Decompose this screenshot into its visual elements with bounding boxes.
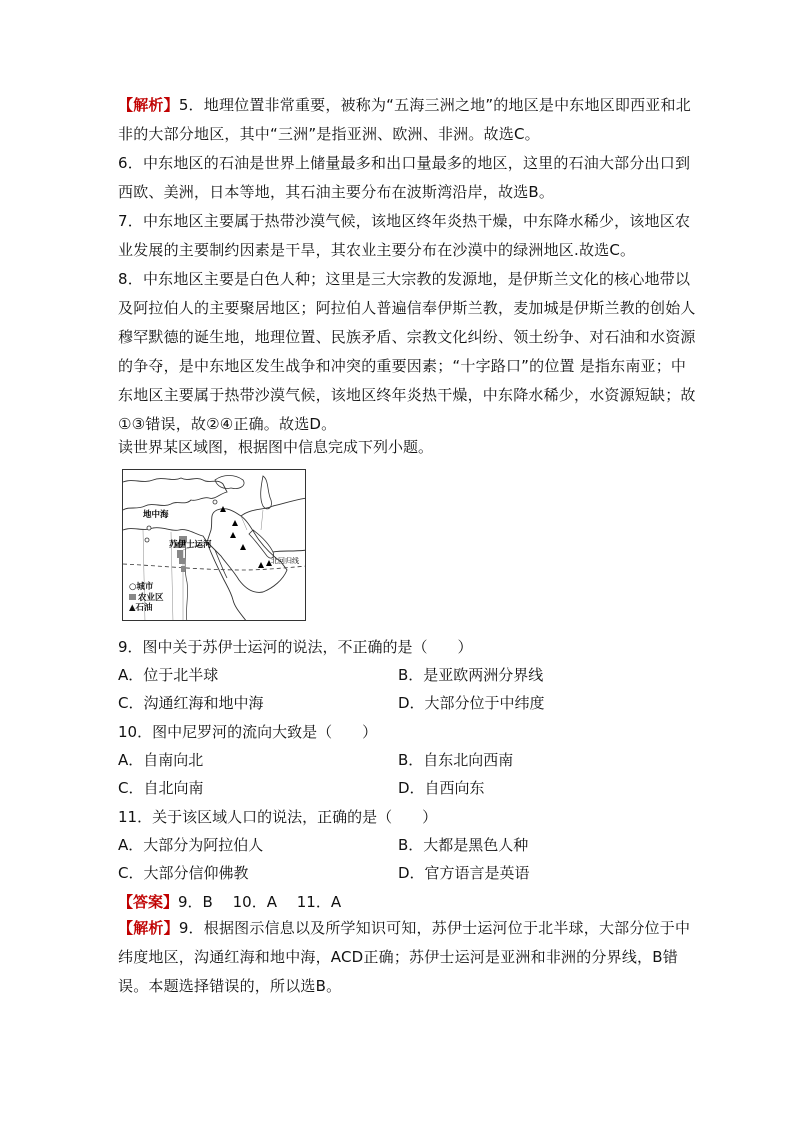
question-10-stem: 10．图中尼罗河的流向大致是（ ） [118,723,378,741]
analysis-line: 【解析】5．地理位置非常重要，被称为“五海三洲之地”的地区是中东地区即西亚和北 [118,96,691,114]
farm-area-icon [129,594,136,600]
question-11-option-b[interactable]: B．大都是黑色人种 [398,836,529,854]
legend-city: ○城市 [129,582,154,592]
question-10-option-b[interactable]: B．自东北向西南 [398,751,514,769]
question-9-option-a[interactable]: A．位于北半球 [118,666,219,684]
analysis-line: 7．中东地区主要属于热带沙漠气候，该地区终年炎热干燥，中东降水稀少，该地区农 [118,212,691,230]
reading-instruction: 读世界某区域图，根据图中信息完成下列小题。 [118,438,434,456]
analysis-line: 西欧、美洲，日本等地，其石油主要分布在波斯湾沿岸，故选B。 [118,183,555,201]
analysis-tag: 【解析】 [118,96,179,114]
analysis-line: 业发展的主要制约因素是干旱，其农业主要分布在沙漠中的绿洲地区.故选C。 [118,241,636,259]
analysis-line: 纬度地区，沟通红海和地中海，ACD正确；苏伊士运河是亚洲和非洲的分界线，B错 [118,948,678,966]
question-11-stem: 11．关于该区域人口的说法，正确的是（ ） [118,808,438,826]
question-10-option-d[interactable]: D．自西向东 [398,779,485,797]
answer-line [118,888,341,916]
analysis-line: 穆罕默德的诞生地，地理位置、民族矛盾、宗教文化纠纷、领土纷争、对石油和水资源 [118,328,696,346]
map-label-suez-canal: 苏伊士运河 [169,540,212,550]
map-label-mediterranean: 地中海 [143,510,169,520]
answer-tag: 【答案】 [118,893,179,911]
legend-farm: 农业区 [129,593,164,604]
analysis-block-2 [118,914,691,1001]
analysis-line: 及阿拉伯人的主要聚居地区；阿拉伯人普遍信奉伊斯兰教，麦加城是伊斯兰教的创始人 [118,299,696,317]
question-9-stem: 9．图中关于苏伊士运河的说法，不正确的是（ ） [118,638,473,656]
question-9-option-c[interactable]: C．沟通红海和地中海 [118,694,264,712]
question-10-option-c[interactable]: C．自北向南 [118,779,204,797]
analysis-line: 误。本题选择错误的，所以选B。 [118,977,342,995]
map-legend [129,582,164,614]
analysis-block-1 [118,91,696,439]
analysis-line: 东地区主要属于热带沙漠气候，该地区终年炎热干燥，中东降水稀少，水资源短缺；故 [118,386,696,404]
analysis-line: 非的大部分地区，其中“三洲”是指亚洲、欧洲、非洲。故选C。 [118,125,540,143]
oil-icon: ▲ [129,603,136,613]
question-9-option-d[interactable]: D．大部分位于中纬度 [398,694,545,712]
analysis-line: 【解析】9．根据图示信息以及所学知识可知，苏伊士运河位于北半球，大部分位于中 [118,919,691,937]
region-map [122,469,306,621]
map-label-tropic: 北回归线 [271,557,299,565]
city-icon: ○ [129,582,137,592]
analysis-line: 8．中东地区主要是白色人种；这里是三大宗教的发源地，是伊斯兰文化的核心地带以 [118,270,691,288]
analysis-line: ①③错误，故②④正确。故选D。 [118,415,337,433]
analysis-tag: 【解析】 [118,919,179,937]
question-9-option-b[interactable]: B．是亚欧两洲分界线 [398,666,544,684]
question-11-option-d[interactable]: D．官方语言是英语 [398,864,530,882]
legend-oil: ▲石油 [129,603,153,613]
analysis-line: 6．中东地区的石油是世界上储量最多和出口量最多的地区，这里的石油大部分出口到 [118,154,691,172]
question-11-option-c[interactable]: C．大部分信仰佛教 [118,864,249,882]
question-11-option-a[interactable]: A．大部分为阿拉伯人 [118,836,264,854]
answer-text: 9．B 10．A 11．A [178,893,342,911]
question-10-option-a[interactable]: A．自南向北 [118,751,204,769]
analysis-line: 的争夺，是中东地区发生战争和冲突的重要因素；“十字路口”的位置 是指东南亚；中 [118,357,687,375]
